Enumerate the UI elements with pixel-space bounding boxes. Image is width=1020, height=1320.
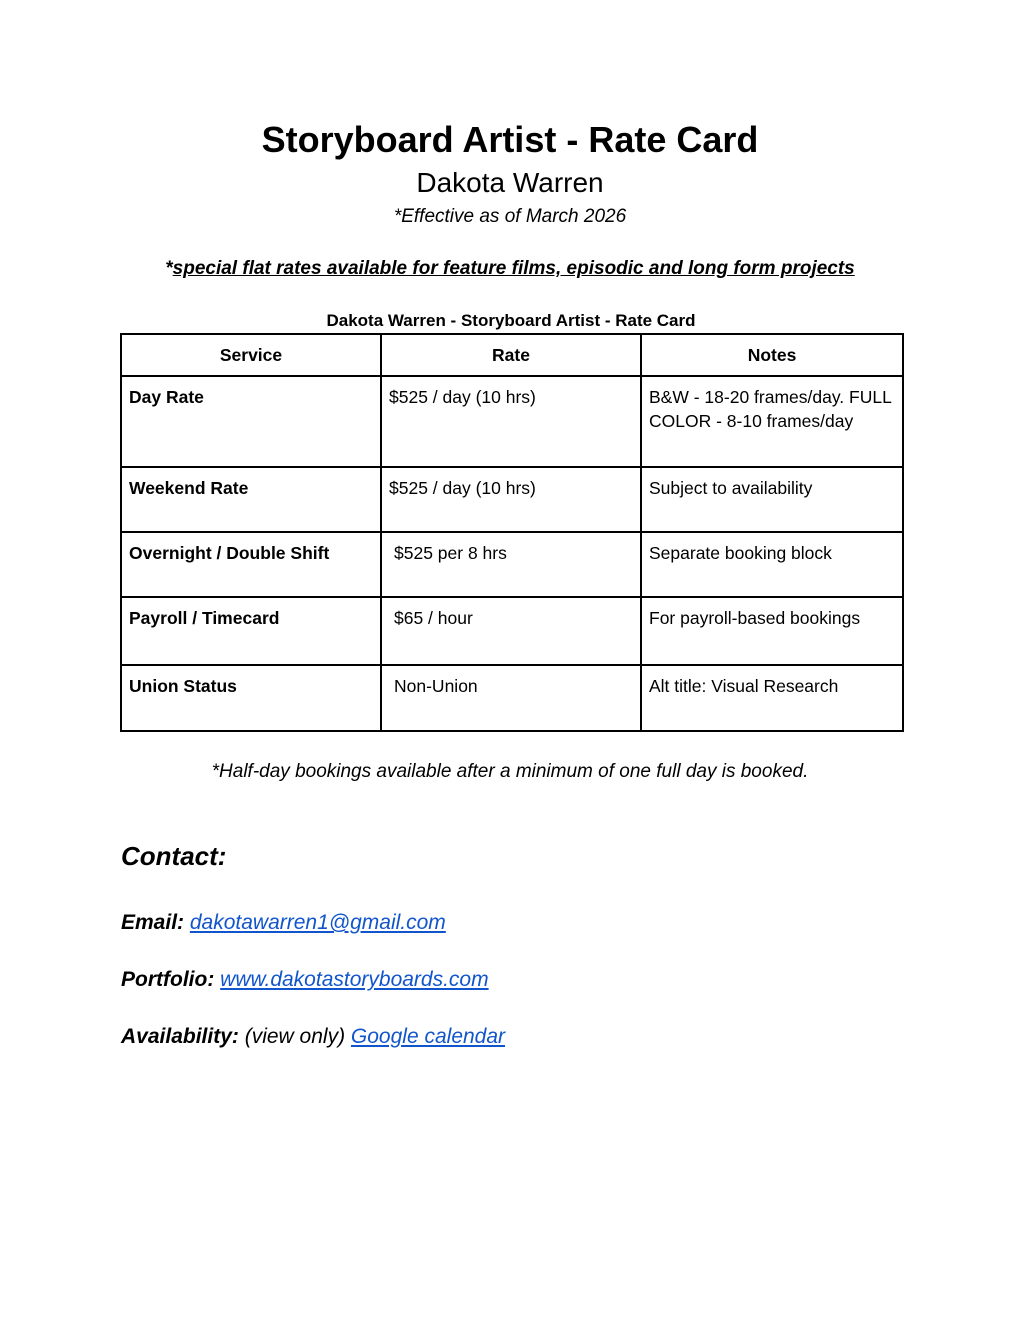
table-header-row [121, 334, 903, 376]
page-title: Storyboard Artist - Rate Card [261, 119, 759, 160]
cell-rate: $525 / day (10 hrs) [381, 376, 641, 467]
cell-rate: Non-Union [381, 665, 641, 731]
column-header-rate: Rate [381, 334, 641, 376]
cell-service: Weekend Rate [121, 467, 381, 532]
cell-service: Payroll / Timecard [121, 597, 381, 665]
cell-service: Union Status [121, 665, 381, 731]
availability-note: (view only) [244, 1025, 346, 1048]
special-rates-note [0, 257, 1020, 281]
cell-notes: Subject to availability [641, 467, 903, 532]
email-link[interactable]: dakotawarren1@gmail.com [189, 911, 446, 934]
special-rates-asterisk: * [165, 258, 173, 279]
cell-notes: For payroll-based bookings [641, 597, 903, 665]
contact-heading: Contact: [121, 841, 227, 871]
column-header-service: Service [121, 334, 381, 376]
table-row [121, 597, 903, 665]
table-row [121, 467, 903, 532]
cell-rate: $525 per 8 hrs [381, 532, 641, 597]
column-header-notes: Notes [641, 334, 903, 376]
email-label: Email: [121, 911, 185, 934]
half-day-footnote: *Half-day bookings available after a minimum of one full day is booked. [211, 761, 809, 782]
table-caption: Dakota Warren - Storyboard Artist - Rate Card [326, 311, 696, 330]
cell-rate: $525 / day (10 hrs) [381, 467, 641, 532]
cell-service: Overnight / Double Shift [121, 532, 381, 597]
cell-notes: B&W - 18-20 frames/day. FULL COLOR - 8-10 frames/day [641, 376, 903, 467]
cell-notes: Alt title: Visual Research [641, 665, 903, 731]
cell-notes: Separate booking block [641, 532, 903, 597]
portfolio-link[interactable]: www.dakotastoryboards.com [220, 968, 489, 991]
availability-line [121, 1024, 505, 1050]
google-calendar-link[interactable]: Google calendar [350, 1025, 506, 1048]
cell-rate: $65 / hour [381, 597, 641, 665]
table-row [121, 532, 903, 597]
table-row [121, 665, 903, 731]
effective-date: *Effective as of March 2026 [393, 206, 627, 227]
portfolio-line [121, 967, 489, 993]
special-rates-text: special flat rates available for feature films, episodic and long form projects [172, 258, 855, 279]
email-line [121, 910, 446, 936]
portfolio-label: Portfolio: [121, 968, 215, 991]
rate-table [120, 333, 904, 732]
cell-service: Day Rate [121, 376, 381, 467]
artist-name: Dakota Warren [416, 167, 604, 198]
availability-label: Availability: [121, 1025, 239, 1048]
table-row [121, 376, 903, 467]
